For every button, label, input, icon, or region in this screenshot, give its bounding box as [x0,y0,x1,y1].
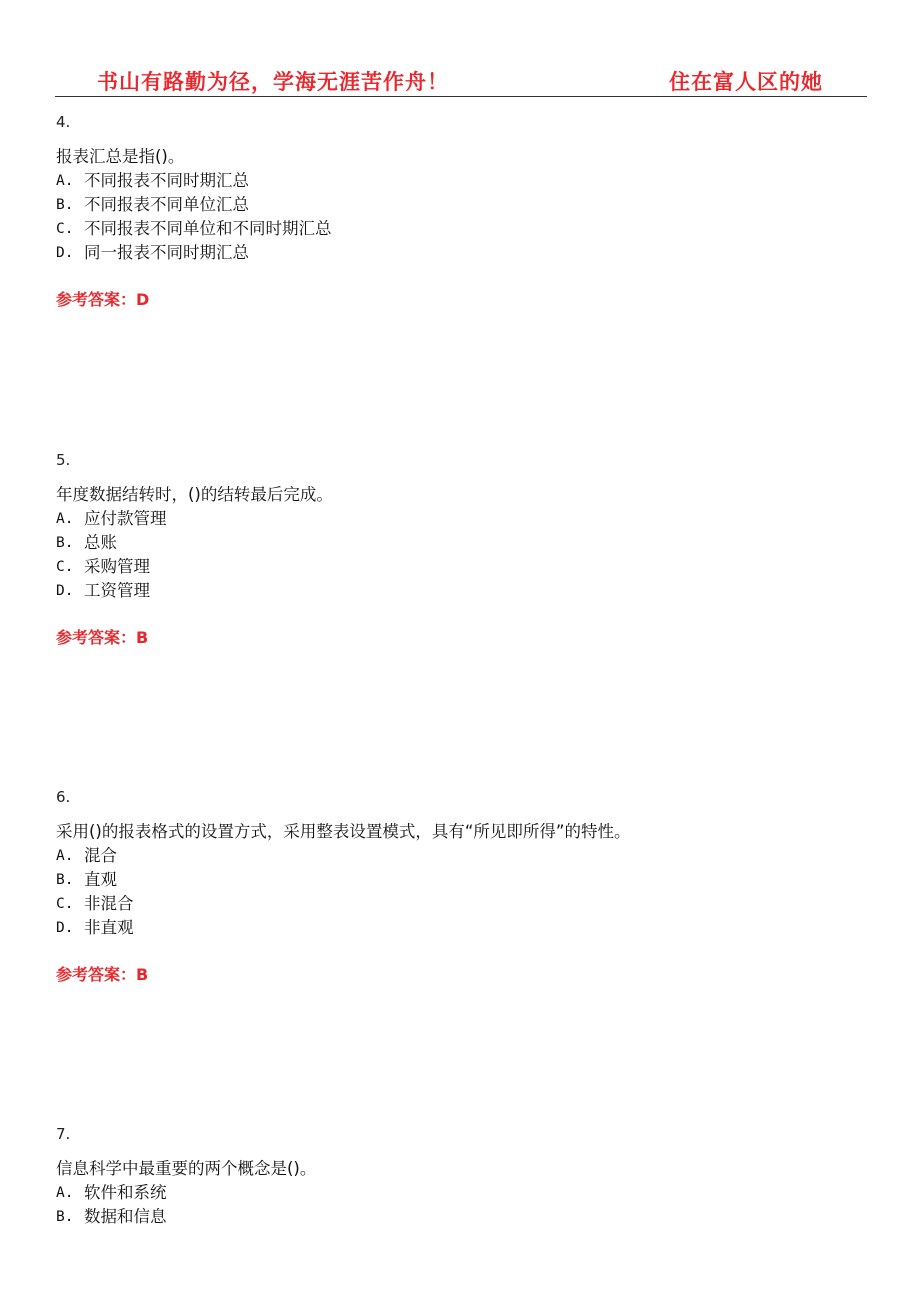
reference-answer: 参考答案：B [56,628,149,647]
option-letter: B. [56,197,74,213]
option-text: 不同报表不同时期汇总 [84,171,249,190]
option-text: 总账 [84,533,117,552]
option-text: 应付款管理 [84,509,167,528]
option-a [56,844,876,868]
option-c [56,555,876,579]
reference-answer: 参考答案：B [56,965,149,984]
question-number: 6. [56,788,71,806]
option-c [56,892,876,916]
option-letter: B. [56,872,74,888]
option-letter: B. [56,1209,74,1225]
option-letter: A. [56,173,74,189]
option-text: 非直观 [84,918,134,937]
option-letter: A. [56,848,74,864]
question-6 [56,787,876,987]
option-b [56,193,876,217]
option-text: 采购管理 [84,557,150,576]
option-b [56,1205,876,1229]
option-a [56,169,876,193]
question-stem: 信息科学中最重要的两个概念是()。 [56,1159,317,1178]
question-5 [56,450,876,650]
option-a [56,1181,876,1205]
option-text: 工资管理 [84,581,150,600]
option-letter: B. [56,535,74,551]
option-letter: C. [56,221,74,237]
question-stem: 年度数据结转时，()的结转最后完成。 [56,485,333,504]
option-text: 不同报表不同单位汇总 [84,195,249,214]
option-letter: C. [56,896,74,912]
option-d [56,916,876,940]
option-text: 混合 [84,846,117,865]
header-author: 住在富人区的她 [669,69,823,94]
question-number: 5. [56,451,71,469]
question-stem: 采用()的报表格式的设置方式，采用整表设置模式，具有“所见即所得”的特性。 [56,822,631,841]
option-letter: A. [56,1185,74,1201]
option-letter: C. [56,559,74,575]
question-4 [56,112,876,312]
question-stem: 报表汇总是指()。 [56,147,185,166]
option-letter: D. [56,245,74,261]
page-header [55,62,867,97]
question-7 [56,1124,876,1229]
header-motto: 书山有路勤为径，学海无涯苦作舟！ [97,69,449,94]
option-text: 非混合 [84,894,134,913]
option-text: 直观 [84,870,117,889]
question-number: 7. [56,1125,71,1143]
option-b [56,868,876,892]
option-a [56,507,876,531]
option-text: 数据和信息 [84,1207,167,1226]
option-text: 不同报表不同单位和不同时期汇总 [84,219,332,238]
option-letter: D. [56,920,74,936]
option-letter: D. [56,583,74,599]
option-letter: A. [56,511,74,527]
option-b [56,531,876,555]
option-text: 软件和系统 [84,1183,167,1202]
option-c [56,217,876,241]
reference-answer: 参考答案：D [56,290,150,309]
option-d [56,579,876,603]
question-number: 4. [56,113,71,131]
option-d [56,241,876,265]
option-text: 同一报表不同时期汇总 [84,243,249,262]
